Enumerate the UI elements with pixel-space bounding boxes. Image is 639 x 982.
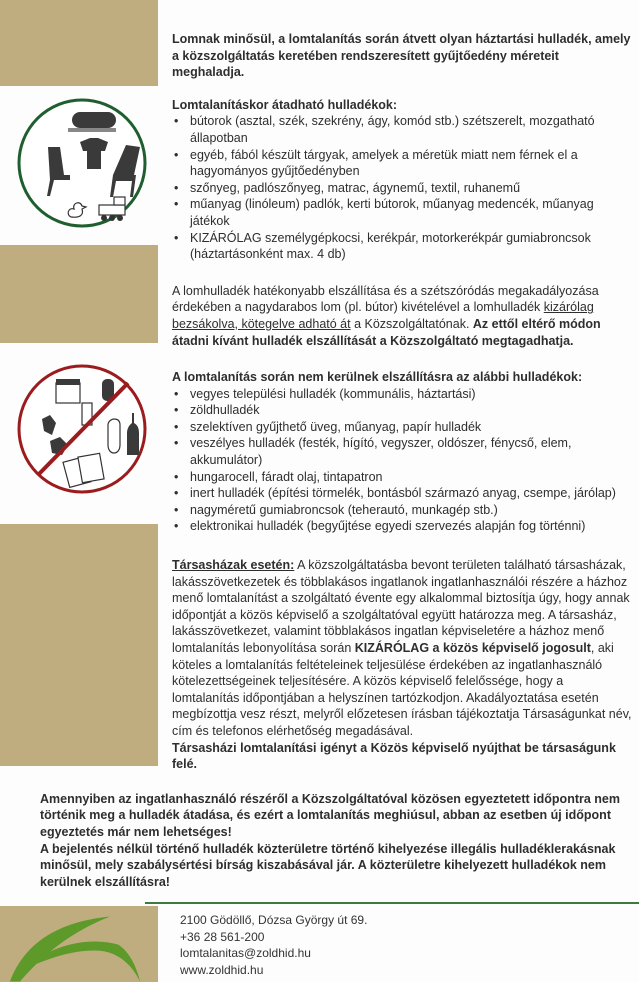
packing-text: a Közszolgáltatónak. — [350, 316, 473, 331]
accepted-section — [172, 97, 634, 263]
condo-label: Társasházak esetén: — [172, 558, 295, 573]
contact-info — [180, 912, 367, 978]
warnings — [40, 791, 630, 891]
list-item: • KIZÁRÓLAG személygépkocsi, kerékpár, motorkerékpár gumiabroncsok (háztartásonként max. 4 db) — [172, 230, 634, 263]
warning-missed-appointment: Amennyiben az ingatlanhasználó részéről a Közszolgáltatóval közösen egyeztetett időpontra nem történik meg a hulladék átadása, és ezért a lomtalanítás meghiúsul, abban az esetben új időpont egyeztetés már nem lehetséges! — [40, 791, 620, 839]
address: 2100 Gödöllő, Dózsa György út 69. — [180, 913, 368, 928]
rejected-heading: A lomtalanítás során nem kerülnek elszállításra az alábbi hulladékok: — [172, 370, 583, 385]
condo-bold: KIZÁRÓLAG a közös képviselő jogosult — [354, 641, 591, 655]
list-item: • műanyag (linóleum) padlók, kerti bútorok, műanyag medencék, műanyag játékok — [172, 196, 634, 229]
list-item: • elektronikai hulladék (begyűjtése egyedi szervezés alapján fog történni) — [172, 518, 634, 535]
accepted-heading: Lomtalanításkor átadható hulladékok: — [172, 97, 398, 112]
list-item: • hungarocell, fáradt olaj, tintapatron — [172, 469, 634, 486]
packing-underlined: kizárólag bezsákolva, kötegelve adható át — [172, 300, 594, 331]
packing-warning: Az ettől eltérő módon átadni kívánt hulladék elszállítását a Közszolgáltató megtagadhatja. — [172, 316, 601, 348]
list-item: • vegyes települési hulladék (kommunális, háztartási) — [172, 386, 634, 403]
list-item: • egyéb, fából készült tárgyak, amelyek a méretük miatt nem férnek el a hagyományos gyűjtőedényben — [172, 147, 634, 180]
intro-text: Lomnak minősül, a lomtalanítás során átvett olyan háztartási hulladék, amely a közszolgáltatás keretében rendszeresített gyűjtőedény méreteit meghaladja. — [172, 32, 631, 80]
condo-text: , aki köteles a lomtalanítás feltételeinek teljesülése érdekében az ingatlanhasználó kötelezettségeinek teljesítésére. A közös képviselő felelőssége, hogy a lomtalanítás időpontjában a helyszínen tartózkodjon. Akadályoztatása esetén megbízottja vesz részt, melyről előzetesen írásban tájékoztatja Társaságunkat név, cím és telefonos elérhetőség megadásával. — [172, 641, 632, 738]
warning-illegal-dumping: A bejelentés nélkül történő hulladék közterületre történő kihelyezése illegális hulladéklerakásnak minősül, mely szabálysértési bírság kiszabásával jár. A közterületre kihelyezett hulladékok nem kerülnek elszállításra! — [40, 841, 616, 889]
condo-section — [172, 557, 634, 773]
condo-text: A közszolgáltatásba bevont területen található társasházak, lakásszövetkezetek és többlakásos ingatlanok ingatlanhasználói részére a házhoz menő lomtalanítást a szolgáltató évente egy alkalommal biztosítja úgy, hogy annak időpontját a közös képviselő a szolgáltatóval együtt határozza meg. A társasház, lakásszövetkezet, valamint többlakásos ingatlan képviseletére a házhoz menő lomtalanítás lebonyolítása során — [172, 558, 630, 655]
list-item: • bútorok (asztal, szék, szekrény, ágy, komód stb.) szétszerelt, mozgatható állapotban — [172, 113, 634, 146]
leaf-logo-icon — [0, 906, 158, 982]
email-link[interactable]: lomtalanitas@zoldhid.hu — [180, 946, 311, 961]
rejected-list — [172, 386, 634, 535]
rejected-section — [172, 369, 634, 535]
list-item: • inert hulladék (építési törmelék, bontásból származó anyag, csempe, járólap) — [172, 485, 634, 502]
website-link[interactable]: www.zoldhid.hu — [180, 962, 264, 977]
footer — [0, 902, 639, 982]
condo-paragraph — [172, 557, 634, 740]
list-item: • szelektíven gyűjthető üveg, műanyag, papír hulladék — [172, 419, 634, 436]
packing-paragraph — [172, 283, 634, 349]
list-item: • szőnyeg, padlószőnyeg, matrac, ágynemű, textil, ruhanemű — [172, 180, 634, 197]
condo-closing: Társasházi lomtalanítási igényt a Közös képviselő nyújthat be társaságunk felé. — [172, 740, 616, 772]
footer-divider — [145, 902, 639, 904]
list-item: • zöldhulladék — [172, 402, 634, 419]
accepted-list — [172, 113, 634, 262]
list-item: • veszélyes hulladék (festék, hígító, vegyszer, oldószer, fénycső, elem, akkumulátor) — [172, 435, 634, 468]
list-item: • nagyméretű gumiabroncsok (teherautó, munkagép stb.) — [172, 502, 634, 519]
phone: +36 28 561-200 — [180, 929, 265, 944]
packing-text: A lomhulladék hatékonyabb elszállítása és a szétszóródás megakadályozása érdekében a nagydarabos lom (pl. bútor) kivételével a lomhulladék — [172, 283, 599, 315]
